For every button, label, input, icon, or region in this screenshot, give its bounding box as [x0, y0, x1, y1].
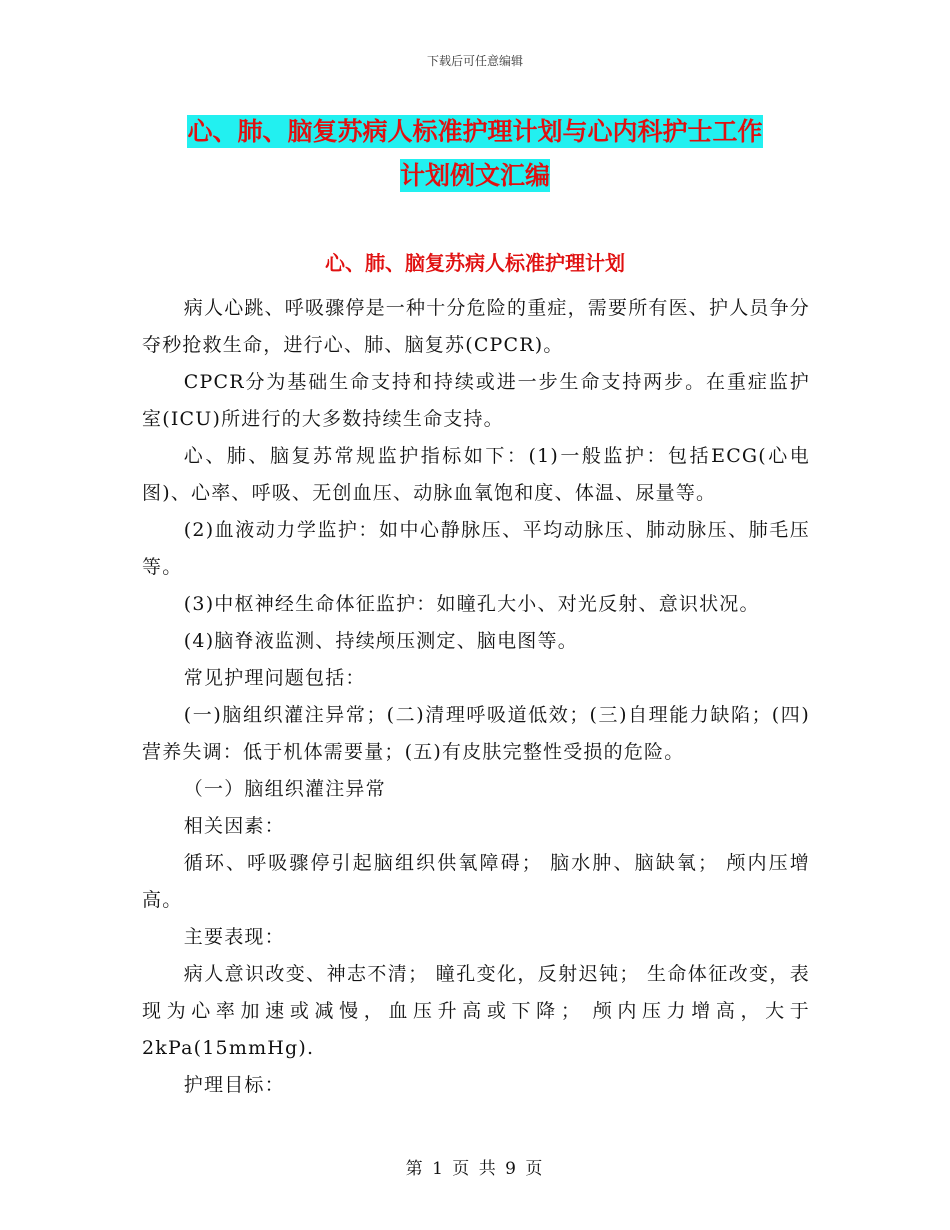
- paragraph: (一)脑组织灌注异常；(二)清理呼吸道低效；(三)自理能力缺陷；(四)营养失调：低于机体需要量；(五)有皮肤完整性受损的危险。: [142, 704, 810, 763]
- page-footer: 第 1 页 共 9 页: [405, 1159, 545, 1179]
- paragraph: 病人意识改变、神志不清； 瞳孔变化，反射迟钝； 生命体征改变，表现为心率加速或减慢，血压升高或下降； 颅内压力增高，大于2kPa(15mmHg).: [142, 963, 810, 1059]
- paragraph: 护理目标：: [183, 1074, 285, 1096]
- header-note: 下载后可任意编辑: [426, 54, 523, 68]
- document-title-line-1: 心、肺、脑复苏病人标准护理计划与心内科护士工作: [187, 117, 763, 146]
- paragraph: CPCR分为基础生命支持和持续或进一步生命支持两步。在重症监护室(ICU)所进行的大多数持续生命支持。: [142, 371, 810, 430]
- paragraph: 循环、呼吸骤停引起脑组织供氧障碍； 脑水肿、脑缺氧； 颅内压增高。: [142, 852, 810, 911]
- subsection-heading: （一）脑组织灌注异常: [183, 778, 386, 800]
- section-title: 心、肺、脑复苏病人标准护理计划: [325, 251, 625, 275]
- document-title-line-2: 计划例文汇编: [399, 161, 550, 190]
- paragraph: 主要表现：: [183, 926, 285, 948]
- document-title: [0, 110, 950, 198]
- document-body: [142, 290, 810, 1104]
- paragraph: (3)中枢神经生命体征监护：如瞳孔大小、对光反射、意识状况。: [183, 593, 760, 615]
- paragraph: 常见护理问题包括：: [183, 667, 366, 689]
- paragraph: 相关因素：: [183, 815, 285, 837]
- paragraph: 心、肺、脑复苏常规监护指标如下：(1)一般监护：包括ECG(心电图)、心率、呼吸、无创血压、动脉血氧饱和度、体温、尿量等。: [142, 445, 810, 504]
- paragraph: (4)脑脊液监测、持续颅压测定、脑电图等。: [183, 630, 578, 652]
- paragraph: 病人心跳、呼吸骤停是一种十分危险的重症，需要所有医、护人员争分夺秒抢救生命，进行心、肺、脑复苏(CPCR)。: [142, 297, 810, 356]
- paragraph: (2)血液动力学监护：如中心静脉压、平均动脉压、肺动脉压、肺毛压等。: [142, 519, 810, 578]
